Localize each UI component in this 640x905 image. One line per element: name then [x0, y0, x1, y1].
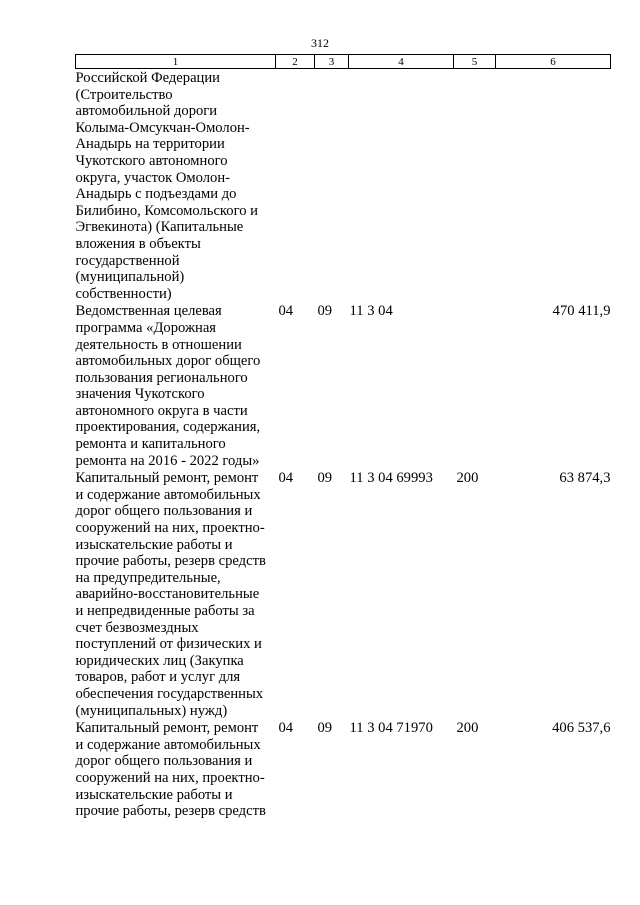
row-amount: [496, 69, 611, 303]
row-subsection: 09: [317, 470, 333, 487]
row-expense-type: 200: [456, 470, 479, 487]
row-subsection: 09: [317, 720, 333, 737]
column-header-6: 6: [496, 55, 611, 69]
row-section: [276, 69, 315, 303]
row-amount: 63 874,3: [559, 470, 611, 487]
row-description: Капитальный ремонт, ремонт и содержание автомобильных дорог общего пользования и сооружений на них, проектно- изыскательские работы и прочие работы, резерв средств на предупредительные, аварийно-восстановительные и непредвиденные работы за счет безвозмездных поступлений от физических и юридических лиц (Закупка товаров, работ и услуг для обеспечения государственных (муниципальных) нужд): [75, 470, 266, 719]
row-description: Капитальный ремонт, ремонт и содержание автомобильных дорог общего пользования и сооружений на них, проектно- изыскательские работы и прочие работы, резерв средств: [75, 720, 266, 820]
column-header-4: 4: [349, 55, 454, 69]
table-row: [76, 302, 611, 469]
row-target-article: [349, 69, 454, 303]
column-header-3: 3: [315, 55, 349, 69]
row-section: 04: [278, 470, 294, 487]
row-subsection: 09: [317, 303, 333, 320]
row-target-article: 11 3 04: [349, 303, 393, 320]
row-expense-type: [454, 302, 496, 469]
column-header-2: 2: [276, 55, 315, 69]
table-row: [76, 719, 611, 820]
row-amount: 406 537,6: [552, 720, 611, 737]
row-target-article: 11 3 04 71970: [349, 720, 433, 737]
row-section: 04: [278, 720, 294, 737]
row-description: Ведомственная целевая программа «Дорожная деятельность в отношении автомобильных дорог общего пользования регионального значения Чукотского автономного округа в части проектирования, содержания, ремонта и капитального ремонта на 2016 - 2022 годы»: [75, 303, 261, 469]
column-header-1: 1: [76, 55, 276, 69]
table-row: [76, 469, 611, 719]
row-description: Российской Федерации (Строительство автомобильной дороги Колыма-Омсукчан-Омолон- Анадырь на территории Чукотского автономного округа, участок Омолон- Анадырь с подъездами до Билибино, Комсомольского и Эгвекинота) (Капитальные вложения в объекты государственной (муниципальной) собственности): [75, 70, 258, 302]
row-expense-type: 200: [456, 720, 479, 737]
column-header-5: 5: [454, 55, 496, 69]
row-expense-type: [454, 69, 496, 303]
column-number-header-row: [76, 55, 611, 69]
row-amount: 470 411,9: [552, 303, 611, 320]
page-number: 312: [311, 36, 329, 50]
row-section: 04: [278, 303, 294, 320]
table-row: [76, 69, 611, 303]
row-target-article: 11 3 04 69993: [349, 470, 433, 487]
budget-table: [75, 54, 611, 820]
row-subsection: [315, 69, 349, 303]
